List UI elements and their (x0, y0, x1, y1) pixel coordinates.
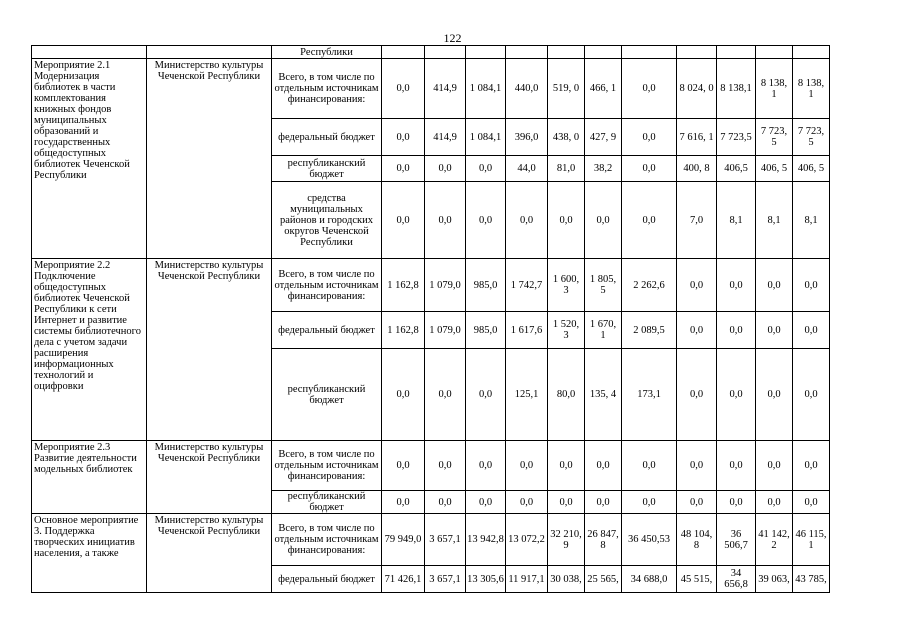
value-cell: 0,0 (506, 491, 548, 514)
value-cell: 0,0 (677, 441, 717, 491)
value-cell: 8,1 (756, 182, 793, 259)
value-cell: 30 038, (548, 566, 585, 593)
source-cell: Республики (272, 46, 382, 59)
value-cell: 0,0 (382, 59, 425, 119)
measure-name-cell: Мероприятие 2.1 Модернизация библиотек в части комплектования книжных фондов муниципальных образований и государственных общедоступных библиотек Чеченской Республики (32, 59, 147, 259)
table-row (32, 59, 830, 119)
table-row (32, 259, 830, 312)
value-cell: 0,0 (677, 491, 717, 514)
value-cell: 36 506,7 (717, 514, 756, 566)
executor-cell: Министерство культуры Чеченской Республики (147, 259, 272, 441)
value-cell: 2 262,6 (622, 259, 677, 312)
value-cell: 7 723,5 (717, 119, 756, 156)
source-cell: республиканский бюджет (272, 491, 382, 514)
value-cell: 0,0 (548, 491, 585, 514)
value-cell: 400, 8 (677, 156, 717, 182)
value-cell: 38,2 (585, 156, 622, 182)
value-cell: 0,0 (466, 349, 506, 441)
source-cell: республиканский бюджет (272, 349, 382, 441)
value-cell: 0,0 (622, 182, 677, 259)
measure-name-cell: Мероприятие 2.3 Развитие деятельности модельных библиотек (32, 441, 147, 514)
value-cell: 8,1 (793, 182, 830, 259)
value-cell: 0,0 (382, 491, 425, 514)
source-cell: Всего, в том числе по отдельным источникам финансирования: (272, 441, 382, 491)
value-cell: 1 079,0 (425, 259, 466, 312)
value-cell: 0,0 (677, 312, 717, 349)
value-cell: 414,9 (425, 119, 466, 156)
value-cell: 1 162,8 (382, 259, 425, 312)
value-cell: 8,1 (717, 182, 756, 259)
value-cell: 1 742,7 (506, 259, 548, 312)
value-cell: 71 426,1 (382, 566, 425, 593)
value-cell: 36 450,53 (622, 514, 677, 566)
value-cell: 0,0 (425, 441, 466, 491)
value-cell: 7 723, 5 (756, 119, 793, 156)
value-cell: 1 520, 3 (548, 312, 585, 349)
value-cell: 39 063, (756, 566, 793, 593)
value-cell: 0,0 (506, 182, 548, 259)
value-cell: 45 515, (677, 566, 717, 593)
value-cell: 8 138, 1 (793, 59, 830, 119)
value-cell: 519, 0 (548, 59, 585, 119)
executor-cell: Министерство культуры Чеченской Республики (147, 441, 272, 514)
value-cell: 0,0 (756, 491, 793, 514)
value-cell: 0,0 (756, 441, 793, 491)
value-cell: 0,0 (585, 491, 622, 514)
value-cell: 8 138, 1 (756, 59, 793, 119)
financing-table (31, 45, 830, 593)
value-cell: 11 917,1 (506, 566, 548, 593)
value-cell: 0,0 (382, 119, 425, 156)
value-cell: 0,0 (717, 491, 756, 514)
value-cell: 985,0 (466, 312, 506, 349)
value-cell: 406, 5 (793, 156, 830, 182)
value-cell: 0,0 (585, 441, 622, 491)
value-cell: 406, 5 (756, 156, 793, 182)
value-cell: 0,0 (717, 349, 756, 441)
value-cell: 44,0 (506, 156, 548, 182)
source-cell: республиканский бюджет (272, 156, 382, 182)
value-cell: 0,0 (622, 491, 677, 514)
table-row (32, 441, 830, 491)
value-cell: 0,0 (382, 182, 425, 259)
table-body (32, 46, 830, 593)
value-cell: 79 949,0 (382, 514, 425, 566)
value-cell: 0,0 (548, 182, 585, 259)
source-cell: средства муниципальных районов и городских округов Чеченской Республики (272, 182, 382, 259)
source-cell: федеральный бюджет (272, 312, 382, 349)
value-cell: 0,0 (717, 259, 756, 312)
value-cell: 8 138,1 (717, 59, 756, 119)
value-cell: 46 115, 1 (793, 514, 830, 566)
value-cell: 985,0 (466, 259, 506, 312)
value-cell: 0,0 (677, 259, 717, 312)
value-cell: 0,0 (677, 349, 717, 441)
measure-name-cell: Основное мероприятие 3. Поддержка творческих инициатив населения, а также (32, 514, 147, 593)
value-cell: 0,0 (717, 441, 756, 491)
value-cell: 1 670, 1 (585, 312, 622, 349)
value-cell: 0,0 (622, 119, 677, 156)
value-cell: 7 723, 5 (793, 119, 830, 156)
continuation-row (32, 46, 830, 59)
value-cell: 0,0 (793, 349, 830, 441)
value-cell: 466, 1 (585, 59, 622, 119)
value-cell: 0,0 (425, 491, 466, 514)
value-cell: 1 805, 5 (585, 259, 622, 312)
value-cell: 81,0 (548, 156, 585, 182)
value-cell: 2 089,5 (622, 312, 677, 349)
value-cell: 7,0 (677, 182, 717, 259)
value-cell: 0,0 (382, 349, 425, 441)
value-cell: 0,0 (717, 312, 756, 349)
source-cell: Всего, в том числе по отдельным источникам финансирования: (272, 259, 382, 312)
source-cell: федеральный бюджет (272, 119, 382, 156)
value-cell: 0,0 (793, 259, 830, 312)
value-cell: 0,0 (466, 156, 506, 182)
value-cell: 414,9 (425, 59, 466, 119)
value-cell: 0,0 (793, 491, 830, 514)
value-cell: 1 600, 3 (548, 259, 585, 312)
value-cell: 0,0 (622, 441, 677, 491)
value-cell: 13 305,6 (466, 566, 506, 593)
value-cell: 0,0 (382, 441, 425, 491)
value-cell: 406,5 (717, 156, 756, 182)
measure-name-cell: Мероприятие 2.2 Подключение общедоступных библиотек Чеченской Республики к сети Интернет и развитие системы библиотечного дела с учетом задачи расширения информационных технологий и оцифровки (32, 259, 147, 441)
executor-cell: Министерство культуры Чеченской Республики (147, 59, 272, 259)
value-cell: 1 617,6 (506, 312, 548, 349)
value-cell: 3 657,1 (425, 566, 466, 593)
value-cell: 34 688,0 (622, 566, 677, 593)
value-cell: 13 072,2 (506, 514, 548, 566)
value-cell: 0,0 (622, 59, 677, 119)
value-cell: 0,0 (585, 182, 622, 259)
value-cell: 438, 0 (548, 119, 585, 156)
value-cell: 440,0 (506, 59, 548, 119)
value-cell: 0,0 (756, 312, 793, 349)
value-cell: 427, 9 (585, 119, 622, 156)
table-row (32, 514, 830, 566)
executor-cell: Министерство культуры Чеченской Республики (147, 514, 272, 593)
value-cell: 0,0 (466, 441, 506, 491)
value-cell: 32 210, 9 (548, 514, 585, 566)
value-cell: 0,0 (466, 491, 506, 514)
value-cell: 41 142, 2 (756, 514, 793, 566)
value-cell: 26 847, 8 (585, 514, 622, 566)
value-cell: 34 656,8 (717, 566, 756, 593)
value-cell: 0,0 (548, 441, 585, 491)
value-cell: 0,0 (466, 182, 506, 259)
value-cell: 13 942,8 (466, 514, 506, 566)
value-cell: 0,0 (506, 441, 548, 491)
value-cell: 0,0 (425, 156, 466, 182)
source-cell: Всего, в том числе по отдельным источникам финансирования: (272, 514, 382, 566)
value-cell: 48 104, 8 (677, 514, 717, 566)
value-cell: 3 657,1 (425, 514, 466, 566)
value-cell: 0,0 (756, 349, 793, 441)
value-cell: 0,0 (425, 349, 466, 441)
source-cell: Всего, в том числе по отдельным источникам финансирования: (272, 59, 382, 119)
value-cell: 0,0 (756, 259, 793, 312)
value-cell: 43 785, (793, 566, 830, 593)
value-cell: 1 162,8 (382, 312, 425, 349)
value-cell: 8 024, 0 (677, 59, 717, 119)
value-cell: 0,0 (425, 182, 466, 259)
value-cell: 173,1 (622, 349, 677, 441)
source-cell: федеральный бюджет (272, 566, 382, 593)
page-number: 122 (443, 31, 462, 45)
value-cell: 25 565, (585, 566, 622, 593)
value-cell: 396,0 (506, 119, 548, 156)
value-cell: 80,0 (548, 349, 585, 441)
value-cell: 0,0 (382, 156, 425, 182)
value-cell: 0,0 (622, 156, 677, 182)
value-cell: 125,1 (506, 349, 548, 441)
value-cell: 0,0 (793, 441, 830, 491)
value-cell: 135, 4 (585, 349, 622, 441)
value-cell: 0,0 (793, 312, 830, 349)
value-cell: 1 084,1 (466, 119, 506, 156)
value-cell: 7 616, 1 (677, 119, 717, 156)
value-cell: 1 079,0 (425, 312, 466, 349)
value-cell: 1 084,1 (466, 59, 506, 119)
